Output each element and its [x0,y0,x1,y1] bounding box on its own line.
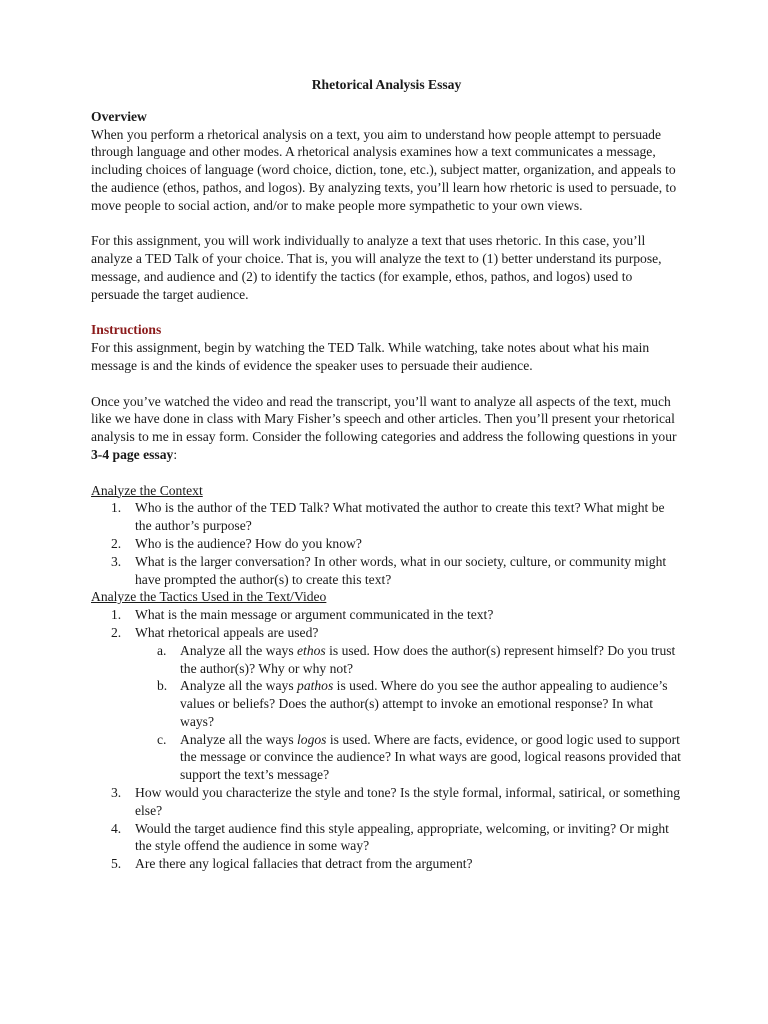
list-number: 5. [111,856,122,872]
list-item-text: What is the main message or argument communicated in the text? [135,607,494,623]
appeal-term-ethos: ethos [297,642,326,658]
sublist-text: is used. How does the author(s) represent himself? Do you trust the author(s)? Why or why not? [180,642,676,676]
sublist-letter: b. [157,678,168,694]
instructions-heading: Instructions [91,322,162,338]
sublist-item [135,731,682,784]
list-number: 1. [111,500,122,516]
instructions-p2-text: Once you’ve watched the video and read the transcript, you’ll want to analyze all aspects of the text, much like we have done in class with Mary Fisher’s speech and other articles. Then you’ll present your rhetorical analysis to me in essay form. Consider the following categories and address the following questions in your [91,393,677,445]
list-item [91,499,682,535]
list-item [91,820,682,856]
list-number: 4. [111,820,122,836]
list-item-text: What is the larger conversation? In other words, what in our society, culture, or community might have prompted the author(s) to create this text? [135,553,667,587]
overview-heading: Overview [91,108,147,124]
page-length-requirement: 3-4 page essay [91,446,174,462]
list-number: 2. [111,535,122,551]
list-number: 1. [111,607,122,623]
list-item [91,535,682,553]
list-item [91,606,682,624]
sublist-letter: c. [157,731,167,747]
list-item-text: Who is the audience? How do you know? [135,535,362,551]
list-item [91,624,682,784]
list-item-text: Are there any logical fallacies that detract from the argument? [135,856,473,872]
appeals-sublist [135,642,682,784]
overview-paragraph-1: When you perform a rhetorical analysis on a text, you aim to understand how people attempt to persuade through language and other modes. A rhetorical analysis examines how a text communicates a message, including choices of language (word choice, diction, tone, etc.), subject matter, organization, and appeals to the audience (ethos, pathos, and logos). By analyzing texts, you’ll learn how rhetoric is used to persuade, to move people to social action, and/or to make people more sympathetic to your own views. [91,126,677,213]
list-item [91,784,682,820]
list-item-text: What rhetorical appeals are used? [135,624,319,640]
sublist-item [135,677,682,730]
list-item-text: Would the target audience find this style appealing, appropriate, welcoming, or inviting? Or might the style offend the audience in some way? [135,820,669,854]
sublist-text: Analyze all the ways [180,678,298,694]
list-item-text: Who is the author of the TED Talk? What motivated the author to create this text? What might be the author’s purpose? [135,500,665,534]
document-title: Rhetorical Analysis Essay [311,77,462,92]
overview-paragraph-2: For this assignment, you will work individually to analyze a text that uses rhetoric. In this case, you’ll analyze a TED Talk of your choice. That is, you will analyze the text to (1) better understand its purpose, message, and audience and (2) to identify the tactics (for example, ethos, pathos, and logos) used to persuade the target audience. [91,233,662,302]
instructions-p2-end: : [173,446,178,462]
list-item-text: How would you characterize the style and tone? Is the style formal, informal, satirical, or something else? [135,785,681,818]
sublist-text: Analyze all the ways [180,642,298,658]
list-number: 3. [111,785,122,801]
list-item [91,553,682,589]
sublist-text: Analyze all the ways [180,731,298,747]
instructions-paragraph-1: For this assignment, begin by watching the TED Talk. While watching, take notes about what his main message is and the kinds of evidence the speaker uses to persuade their audience. [91,340,650,373]
sublist-text: is used. Where do you see the author appealing to audience’s values or beliefs? Does the author(s) attempt to invoke an emotional response? In what ways? [180,678,668,729]
appeal-term-pathos: pathos [297,678,334,694]
sublist-item [135,642,682,678]
sublist-text: is used. Where are facts, evidence, or good logic used to support the message or convince the audience? In what ways are good, logical reasons provided that support the text’s message? [180,731,681,783]
list-number: 2. [111,624,122,640]
tactics-question-list [91,606,682,873]
context-heading: Analyze the Context [91,482,203,498]
tactics-heading: Analyze the Tactics Used in the Text/Video [91,589,327,605]
sublist-letter: a. [157,642,167,658]
list-item [91,855,682,873]
instructions-paragraph-2 [91,393,682,464]
appeal-term-logos: logos [297,731,327,747]
context-question-list [91,499,682,588]
list-number: 3. [111,553,122,569]
